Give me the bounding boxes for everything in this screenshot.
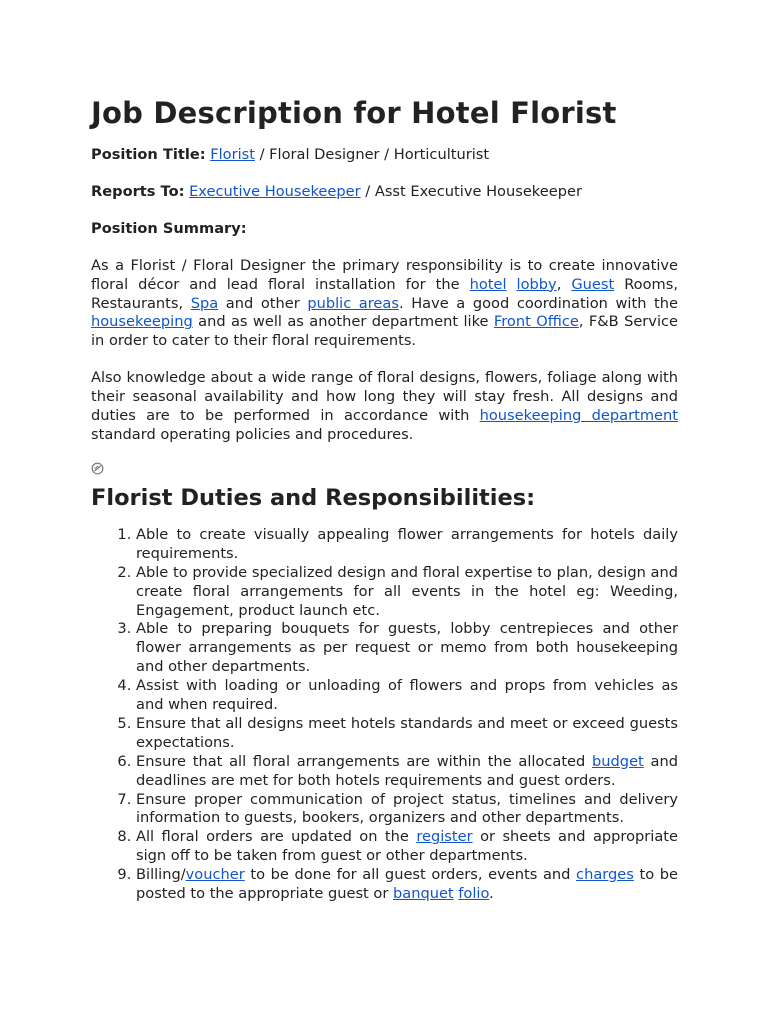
housekeeping-link[interactable]: housekeeping [91,313,193,331]
reports-to-label: Reports To: [91,182,185,200]
position-title-line [91,146,678,165]
duty-text: to be posted to the appropriate guest or [136,866,679,903]
duties-heading: Florist Duties and Responsibilities: [91,484,536,511]
public-areas-link[interactable]: public areas [307,294,399,312]
duty-text: Ensure that all floral arrangements are within the allocated [136,752,593,770]
summary-text: Also knowledge about a wide range of floral designs, flowers, foliage along with their seasonal availability and how long they will stay fresh. All designs and duties are to be performed in accordance with [91,369,678,425]
summary-text [507,276,517,293]
summary-text: and as well as another department like [192,313,494,331]
duties-list [91,526,678,904]
duty-text: or sheets and appropriate sign off to be taken from guest or other departments. [136,828,678,865]
duty-text: to be done for all guest orders, events and [244,866,577,884]
circled-slash-icon [91,462,104,475]
summary-paragraph-2 [91,369,678,445]
document-page [91,92,678,904]
duty-text: All floral orders are updated on the [136,828,417,846]
duty-text: and deadlines are met for both hotels requirements and guest orders. [136,752,678,789]
budget-link[interactable]: budget [592,752,644,770]
summary-text: Rooms, Restaurants, [91,275,678,312]
folio-link[interactable]: folio [458,885,490,903]
guest-link[interactable]: Guest [571,275,615,293]
summary-text: and other [218,294,308,312]
front-office-link[interactable]: Front Office [493,313,579,331]
charges-link[interactable]: charges [576,866,634,884]
duty-item [136,753,678,791]
summary-text: As a Florist / Floral Designer the primary responsibility is to create innovative floral décor and lead floral installation for the [91,256,678,293]
summary-text: , F&B Service in order to cater to their floral requirements. [91,313,678,350]
hotel-link[interactable]: hotel [469,275,507,293]
banquet-link[interactable]: banquet [392,885,454,903]
duty-item: 3. Able to preparing bouquets for guests, lobby centrepieces and other flower arrangements as per request or memo from both housekeeping and other departments. [136,620,678,677]
spa-link[interactable]: Spa [190,294,219,312]
florist-link[interactable]: Florist [210,146,255,163]
duty-text: . [489,885,494,903]
position-title-rest: / Floral Designer / Horticulturist [254,146,490,163]
lobby-link[interactable]: lobby [516,275,557,293]
housekeeping-department-link[interactable]: housekeeping department [479,407,678,425]
position-summary-heading: Position Summary: [91,219,247,237]
duty-item [136,866,678,904]
summary-text: standard operating policies and procedures. [91,425,414,443]
duty-item: 7. Ensure proper communication of project status, timelines and delivery information to guests, bookers, organizers and other departments. [136,791,678,829]
executive-housekeeper-link[interactable]: Executive Housekeeper [189,182,361,200]
reports-to-line [91,183,678,202]
reports-to-rest: / Asst Executive Housekeeper [360,182,582,200]
position-title-label: Position Title: [91,146,206,163]
register-link[interactable]: register [416,828,473,846]
summary-paragraph-1 [91,257,678,352]
summary-text: , [556,275,572,293]
duty-text: Billing/ [136,866,186,884]
voucher-link[interactable]: voucher [185,866,245,884]
duty-item: 5. Ensure that all designs meet hotels standards and meet or exceed guests expectations. [136,715,678,753]
duty-item: 4. Assist with loading or unloading of flowers and props from vehicles as and when required. [136,677,678,715]
page-title: Job Description for Hotel Florist [91,96,617,130]
duty-item: 1. Able to create visually appealing flower arrangements for hotels daily requirements. [136,526,678,564]
duty-item [136,828,678,866]
duty-item: 2. Able to provide specialized design and floral expertise to plan, design and create floral arrangements for all events in the hotel eg: Weeding, Engagement, product launch etc. [136,564,678,621]
summary-text: . Have a good coordination with the [398,294,678,312]
